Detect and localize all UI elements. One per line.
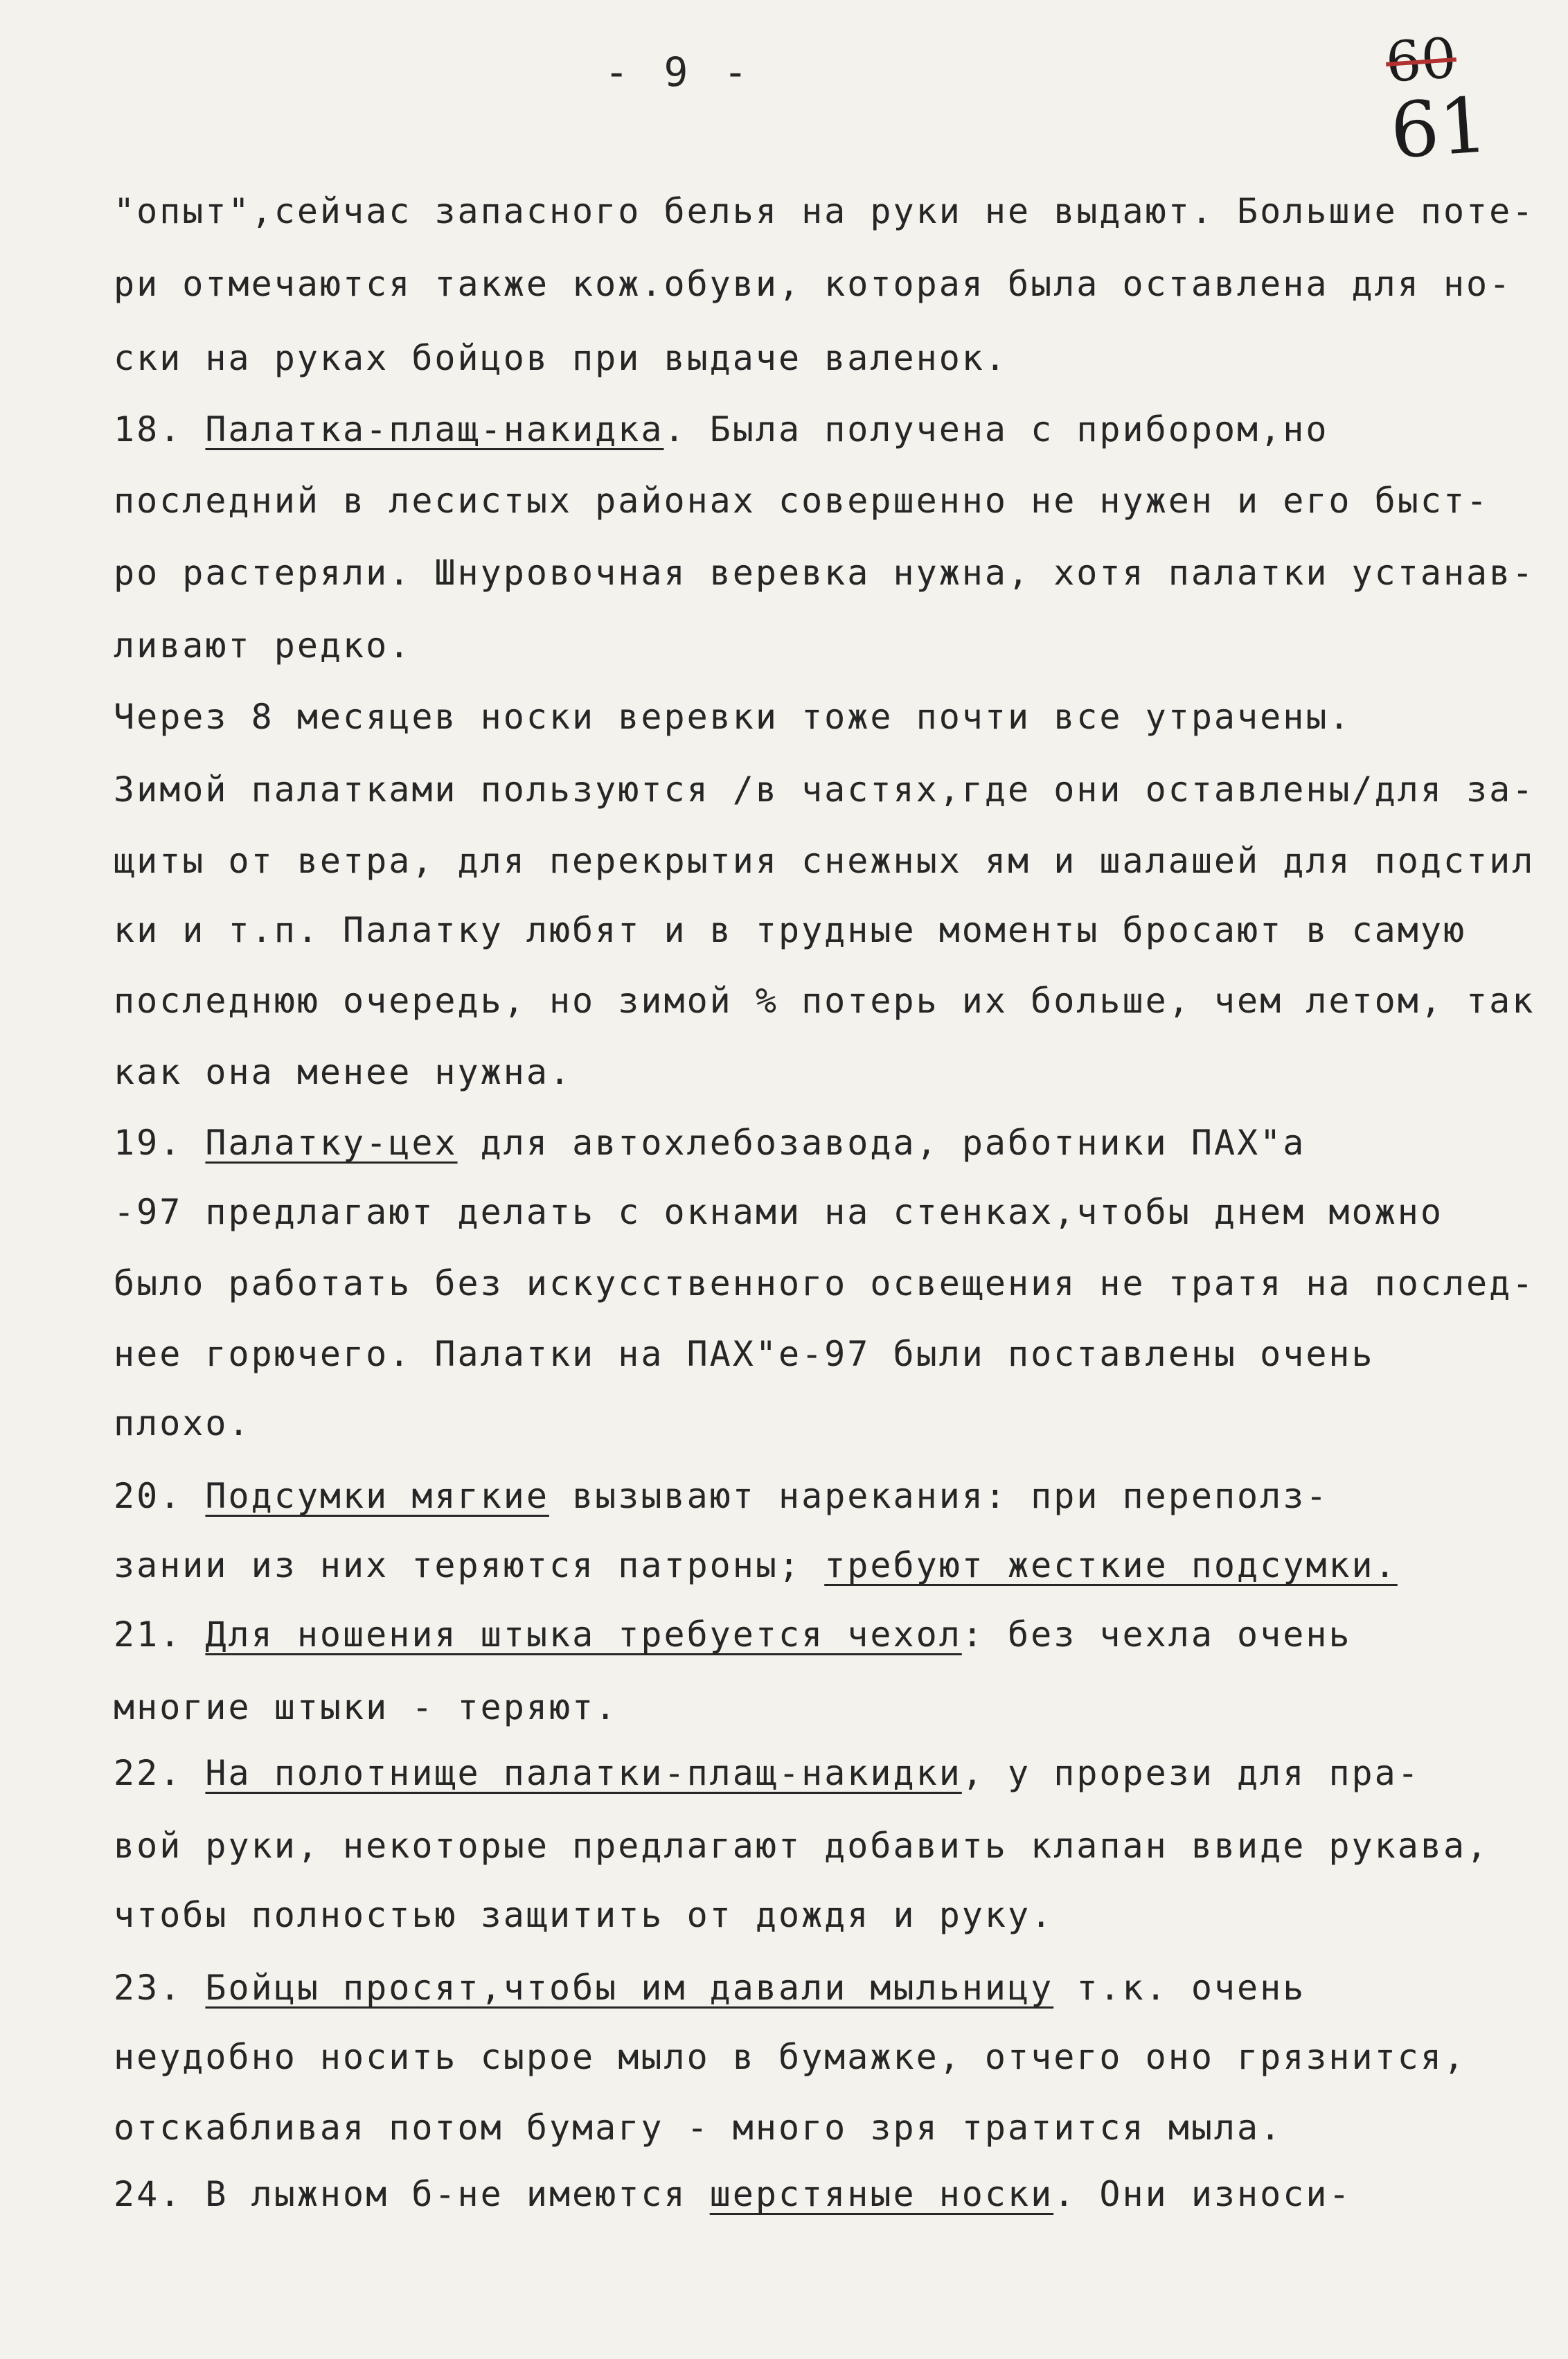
text-line <box>114 1752 1420 1794</box>
line-text: отскабливая потом бумагу - много зря тратится мыла. <box>114 2108 1283 2148</box>
line-text: неудобно носить сырое мыло в бумажке, отчего оно грязнится, <box>114 2037 1467 2077</box>
text-line <box>114 909 1466 951</box>
line-text: Через 8 месяцев носки веревки тоже почти все утрачены. <box>114 697 1352 737</box>
line-text: ливают редко. <box>114 625 412 666</box>
line-text-continued: для автохлебозавода, работники ПАХ"а <box>457 1123 1306 1163</box>
text-line <box>114 190 1535 232</box>
text-line <box>114 980 1535 1022</box>
text-line <box>114 1403 251 1444</box>
line-text: 19. <box>114 1123 206 1163</box>
text-line <box>114 1333 1375 1375</box>
line-text: плохо. <box>114 1403 251 1443</box>
line-text: ро растеряли. Шнуровочная веревка нужна, хотя палатки устанав- <box>114 553 1535 593</box>
line-text: "опыт",сейчас запасного белья на руки не выдают. Большие поте- <box>114 191 1535 231</box>
line-text: как она менее нужна. <box>114 1052 573 1092</box>
text-line <box>114 1051 572 1093</box>
text-line <box>114 263 1512 305</box>
line-text: последнюю очередь, но зимой % потерь их больше, чем летом, так <box>114 981 1535 1021</box>
text-line <box>114 480 1489 522</box>
line-text: многие штыки - теряют. <box>114 1687 618 1727</box>
text-line <box>114 552 1535 594</box>
line-text: ки и т.п. Палатку любят и в трудные моменты бросают в самую <box>114 910 1467 950</box>
line-text: 22. <box>114 1753 206 1793</box>
line-text: ри отмечаются также кож.обуви, которая была оставлена для но- <box>114 264 1513 304</box>
line-text-continued: вызывают нарекания: при переполз- <box>549 1476 1329 1516</box>
line-text: последний в лесистых районах совершенно не нужен и его быст- <box>114 481 1490 521</box>
line-text-continued: . Они износи- <box>1053 2174 1352 2214</box>
text-line <box>114 337 1008 379</box>
text-line <box>114 1263 1535 1304</box>
underlined-heading: На полотнище палатки-плащ-накидки <box>205 1753 962 1793</box>
underlined-heading: Для ношения штыка требуется чехол <box>205 1614 962 1655</box>
text-line <box>114 1825 1489 1867</box>
text-line <box>114 1475 1328 1517</box>
line-text: 21. <box>114 1614 206 1655</box>
page-number: - 9 - <box>604 48 754 96</box>
text-line <box>114 1545 1398 1586</box>
text-line <box>114 769 1535 810</box>
line-text-continued: , у прорези для пра- <box>961 1753 1420 1793</box>
text-line <box>114 1614 1352 1655</box>
underlined-heading: Палатку-цех <box>205 1123 458 1163</box>
underlined-heading: Палатка-плащ-накидка <box>205 409 664 449</box>
text-line <box>114 1967 1306 2009</box>
text-line <box>114 625 411 666</box>
line-text: было работать без искусственного освещения не тратя на послед- <box>114 1263 1535 1303</box>
text-line <box>114 1894 1053 1936</box>
underlined-heading: Бойцы просят,чтобы им давали мыльницу <box>205 1968 1054 2008</box>
line-text: ски на руках бойцов при выдаче валенок. <box>114 338 1008 378</box>
text-line <box>114 409 1328 450</box>
text-line <box>114 840 1535 882</box>
line-text-continued: т.к. очень <box>1053 1968 1306 2008</box>
line-text: 23. <box>114 1968 206 2008</box>
line-text: Зимой палатками пользуются /в частях,где они оставлены/для за- <box>114 769 1535 810</box>
handwritten-old-folio: 60 <box>1383 26 1459 95</box>
text-line <box>114 1686 618 1728</box>
line-text: щиты от ветра, для перекрытия снежных ям и шалашей для подстил <box>114 841 1535 881</box>
underlined-heading: шерстяные носки <box>709 2174 1054 2214</box>
line-text: нее горючего. Палатки на ПАХ"е-97 были поставлены очень <box>114 1334 1375 1374</box>
text-line <box>114 696 1352 738</box>
underlined-heading: требуют жесткие подсумки. <box>824 1545 1398 1585</box>
text-line <box>114 1122 1306 1164</box>
text-line <box>114 1191 1443 1233</box>
handwritten-folio <box>1383 10 1491 176</box>
line-text: 24. В лыжном б-не имеются <box>114 2174 710 2214</box>
text-line <box>114 2036 1466 2078</box>
line-text: -97 предлагают делать с окнами на стенках,чтобы днем можно <box>114 1192 1443 1232</box>
line-text-continued: . Была получена с прибором,но <box>663 409 1329 449</box>
line-text-continued: : без чехла очень <box>961 1614 1352 1655</box>
handwritten-new-folio: 61 <box>1387 80 1491 176</box>
line-text: вой руки, некоторые предлагают добавить клапан ввиде рукава, <box>114 1826 1490 1866</box>
line-text: 20. <box>114 1476 206 1516</box>
text-line <box>114 2173 1352 2215</box>
underlined-heading: Подсумки мягкие <box>205 1476 549 1516</box>
text-line <box>114 2107 1283 2148</box>
line-text: чтобы полностью защитить от дождя и руку. <box>114 1895 1054 1935</box>
line-text: зании из них теряются патроны; <box>114 1545 825 1585</box>
line-text: 18. <box>114 409 206 449</box>
